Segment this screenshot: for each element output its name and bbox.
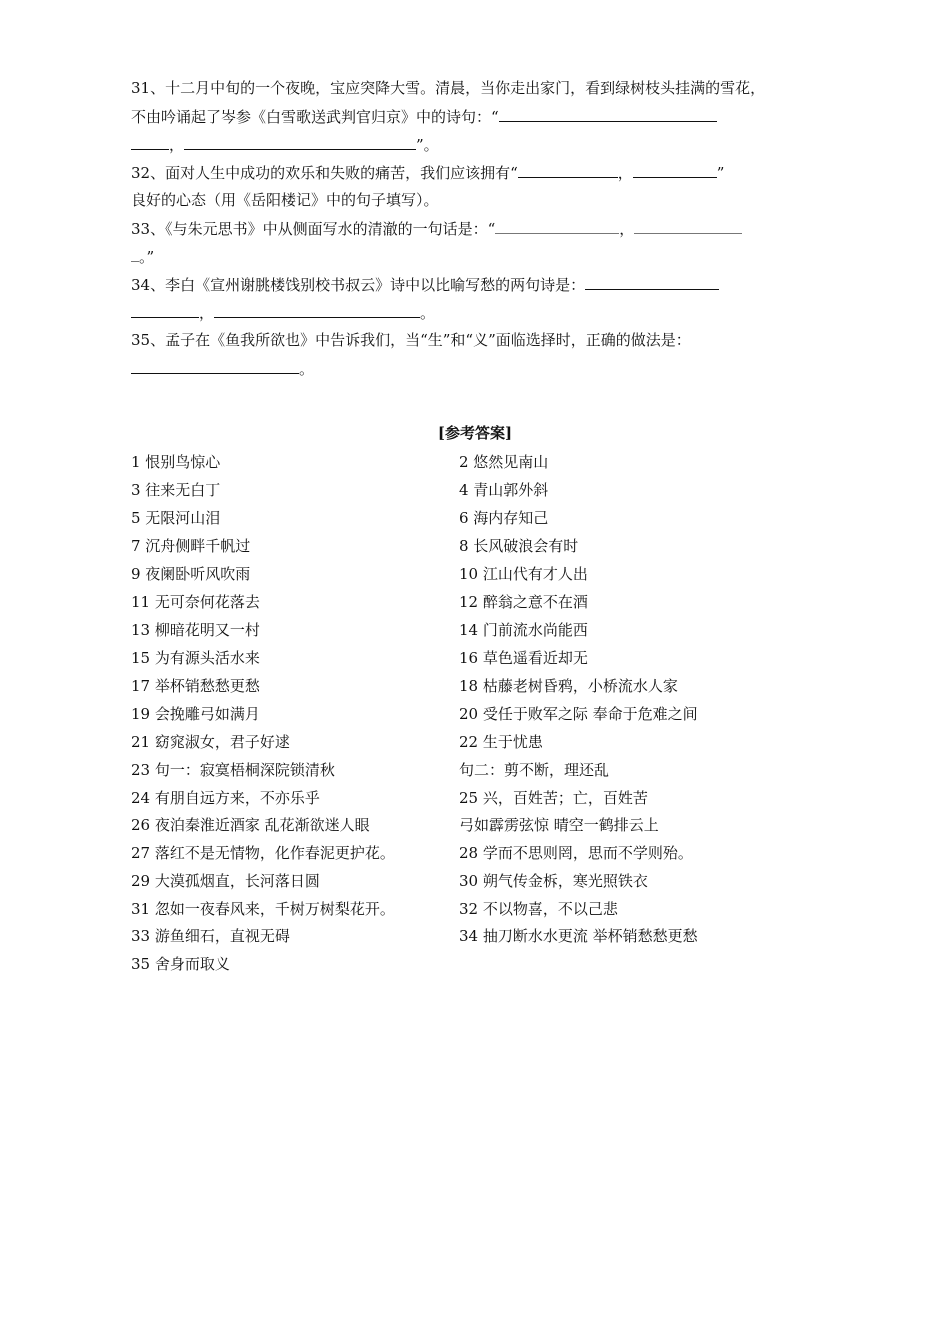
question-31-line-1: 31、十二月中旬的一个夜晚，宝应突降大雪。清晨，当你走出家门，看到绿树枝头挂满的雪花， [131,79,766,97]
answer-item: 10 江山代有才人出 [459,565,588,583]
answer-blank[interactable] [495,218,619,234]
answer-item: 23 句一：寂寞梧桐深院锁清秋 [131,761,335,779]
question-35-line-1: 35、孟子在《鱼我所欲也》中告诉我们，当“生”和“义”面临选择时，正确的做法是： [131,331,691,349]
answer-item: 26 夜泊秦淮近酒家 乱花渐欲迷人眼 [131,816,370,834]
separator: ， [169,136,185,154]
question-32-line-2: 良好的心态（用《岳阳楼记》中的句子填写）。 [131,191,439,209]
answer-blank[interactable] [131,358,299,374]
answer-item: 2 悠然见南山 [459,453,549,471]
answer-item: 34 抽刀断水水更流 举杯销愁愁更愁 [459,927,698,945]
answer-item: 1 恨别鸟惊心 [131,453,221,471]
answer-blank[interactable] [131,134,169,150]
answer-item: 13 柳暗花明又一村 [131,621,260,639]
question-33-prompt: 33、《与朱元思书》中从侧面写水的清澈的一句话是：“ [131,220,496,238]
answer-item: 16 草色遥看近却无 [459,649,588,667]
answer-item: 33 游鱼细石，直视无碍 [131,927,290,945]
answer-item: 18 枯藤老树昏鸦，小桥流水人家 [459,677,678,695]
answer-item: 15 为有源头活水来 [131,649,260,667]
answer-blank[interactable] [214,302,420,318]
separator: ， [199,304,215,322]
answer-item: 句二：剪不断，理还乱 [459,761,610,779]
closing-punctuation: 。” [139,248,155,266]
question-32-line-1 [131,162,724,183]
closing-punctuation: ” [716,164,725,182]
answer-blank[interactable] [131,246,139,262]
answer-item: 19 会挽雕弓如满月 [131,705,260,723]
answer-item: 7 沉舟侧畔千帆过 [131,537,251,555]
answer-item: 22 生于忧患 [459,733,543,751]
answer-item: 20 受任于败军之际 奉命于危难之间 [459,705,698,723]
answer-blank[interactable] [499,106,717,122]
answer-item: 31 忽如一夜春风来，千树万树梨花开。 [131,900,395,918]
question-31-line-2 [131,106,717,127]
answer-item: 6 海内存知己 [459,509,549,527]
separator: ， [619,220,635,238]
answer-item: 28 学而不思则罔，思而不学则殆。 [459,844,693,862]
answer-item: 14 门前流水尚能西 [459,621,588,639]
answer-item: 32 不以物喜，不以己悲 [459,900,618,918]
answer-item: 4 青山郭外斜 [459,481,549,499]
answer-item: 5 无限河山泪 [131,509,221,527]
answer-item: 11 无可奈何花落去 [131,593,260,611]
answer-item: 29 大漠孤烟直，长河落日圆 [131,872,320,890]
answer-item: 12 醉翁之意不在酒 [459,593,588,611]
answer-item: 35 舍身而取义 [131,955,230,973]
question-31-prompt: 不由吟诵起了岑参《白雪歌送武判官归京》中的诗句：“ [131,108,499,126]
question-34-line-2 [131,302,435,323]
question-34-line-1 [131,274,719,295]
question-32-prompt: 32、面对人生中成功的欢乐和失败的痛苦，我们应该拥有“ [131,164,518,182]
answer-item: 21 窈窕淑女，君子好逑 [131,733,290,751]
answer-blank[interactable] [634,218,742,234]
closing-punctuation: ”。 [416,136,439,154]
answer-blank[interactable] [633,162,717,178]
question-33-line-1 [131,218,742,239]
question-33-line-2 [131,246,154,267]
answer-item: 3 往来无白丁 [131,481,221,499]
closing-punctuation: 。 [299,360,315,378]
answer-item: 17 举杯销愁愁更愁 [131,677,260,695]
separator: ， [617,164,633,182]
closing-punctuation: 。 [420,304,436,322]
answer-blank[interactable] [184,134,416,150]
answer-blank[interactable] [518,162,618,178]
answer-item: 24 有朋自远方来，不亦乐乎 [131,789,320,807]
answer-item: 弓如霹雳弦惊 晴空一鹤排云上 [459,816,659,834]
answer-blank[interactable] [585,274,719,290]
question-35-line-2 [131,358,314,379]
answer-item: 9 夜阑卧听风吹雨 [131,565,251,583]
question-31-line-3 [131,134,439,155]
answer-item: 27 落红不是无情物，化作春泥更护花。 [131,844,395,862]
answer-blank[interactable] [131,302,199,318]
answer-item: 8 长风破浪会有时 [459,537,579,555]
answer-item: 25 兴，百姓苦；亡，百姓苦 [459,789,648,807]
question-34-prompt: 34、李白《宣州谢朓楼饯别校书叔云》诗中以比喻写愁的两句诗是： [131,276,586,294]
answer-item: 30 朔气传金柝，寒光照铁衣 [459,872,648,890]
answers-heading: [参考答案] [437,424,513,442]
